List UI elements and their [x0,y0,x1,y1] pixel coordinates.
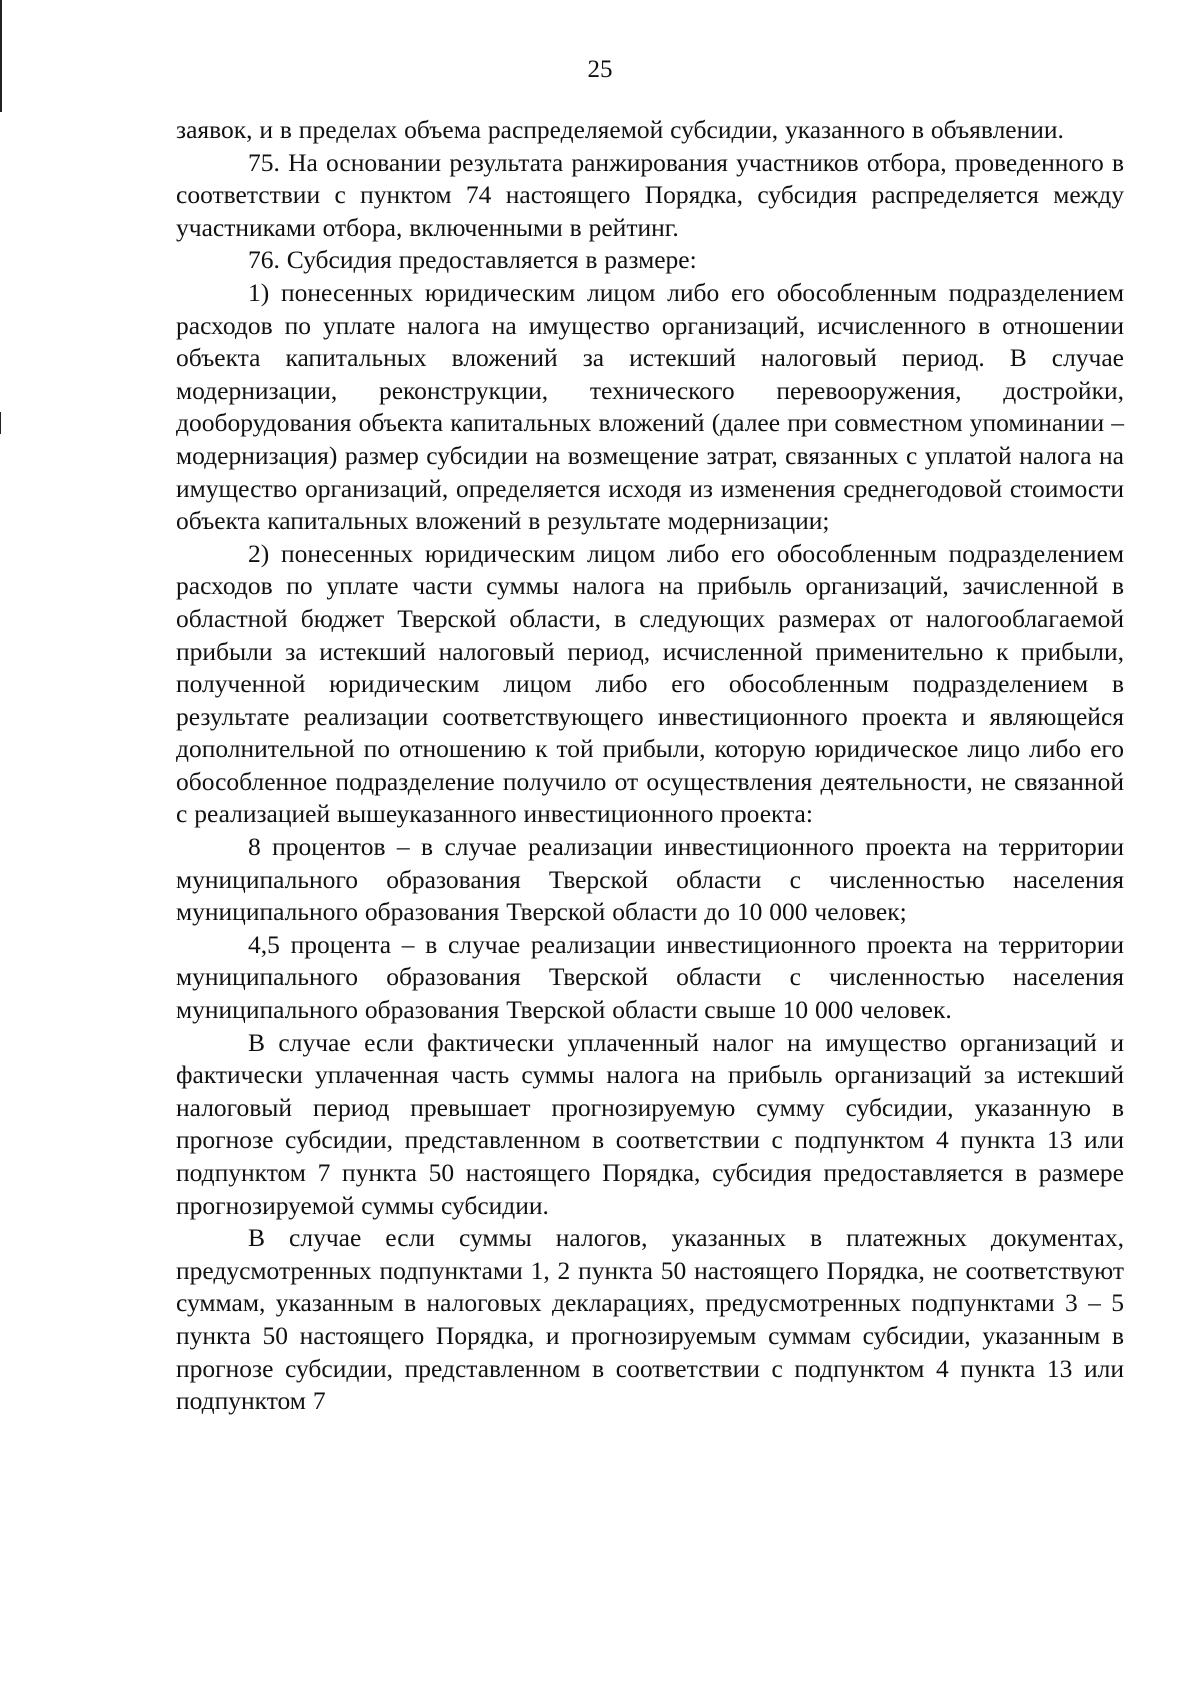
scan-edge-mark [0,412,1,434]
paragraph-subitem-1: 1) понесенных юридическим лицом либо его обособленным подразделением расходов по уплате налога на имущество организаций, исчисленного в отношении объекта капитальных вложений за истекший налоговый период. В случае модернизации, реконструкции, технического перевооружения, достройки, дооборудования объекта капитальных вложений (далее при совместном упоминании – модернизация) размер субсидии на возмещение затрат, связанных с уплатой налога на имущество организаций, определяется исходя из изменения среднегодовой стоимости объекта капитальных вложений в результате модернизации; [176,277,1124,536]
paragraph-item-75: 75. На основании результата ранжирования участников отбора, проведенного в соответствии с пунктом 74 настоящего Порядка, субсидия распределяется между участниками отбора, включенными в рейтинг. [176,147,1124,242]
paragraph-subitem-2: 2) понесенных юридическим лицом либо его обособленным подразделением расходов по уплате части суммы налога на прибыль организаций, зачисленной в областной бюджет Тверской области, в следующих размерах от налогооблагаемой прибыли за истекший налоговый период, исчисленной применительно к прибыли, полученной юридическим лицом либо его обособленным подразделением в результате реализации соответствующего инвестиционного проекта и являющейся дополнительной по отношению к той прибыли, которую юридическое лицо либо его обособленное подразделение получило от осуществления деятельности, не связанной с реализацией вышеуказанного инвестиционного проекта: [176,538,1124,829]
document-body [176,114,1124,1418]
paragraph-excess-tax-case: В случае если фактически уплаченный налог на имущество организаций и фактически уплаченная часть суммы налога на прибыль организаций за истекший налоговый период превышает прогнозируемую сумму субсидии, указанную в прогнозе субсидии, представленном в соответствии с подпунктом 4 пункта 13 или подпунктом 7 пункта 50 настоящего Порядка, субсидия предоставляется в размере прогнозируемой суммы субсидии. [176,1027,1124,1220]
paragraph-rate-4-5-percent: 4,5 процента – в случае реализации инвестиционного проекта на территории муниципального образования Тверской области с численностью населения муниципального образования Тверской области свыше 10 000 человек. [176,929,1124,1025]
paragraph-rate-8-percent: 8 процентов – в случае реализации инвестиционного проекта на территории муниципального образования Тверской области с численностью населения муниципального образования Тверской области до 10 000 человек; [176,832,1124,927]
paragraph-mismatch-case: В случае если суммы налогов, указанных в платежных документах, предусмотренных подпунктами 1, 2 пункта 50 настоящего Порядка, не соответствуют суммам, указанным в налоговых декларациях, предусмотренных подпунктами 3 – 5 пункта 50 настоящего Порядка, и прогнозируемым суммам субсидии, указанным в прогнозе субсидии, представленном в соответствии с подпунктом 4 пункта 13 или подпунктом 7 [176,1223,1124,1416]
paragraph-continuation: заявок, и в пределах объема распределяемой субсидии, указанного в объявлении. [176,115,1064,144]
page-number: 25 [587,56,613,83]
paragraph-item-76: 76. Субсидия предоставляется в размере: [248,245,697,275]
